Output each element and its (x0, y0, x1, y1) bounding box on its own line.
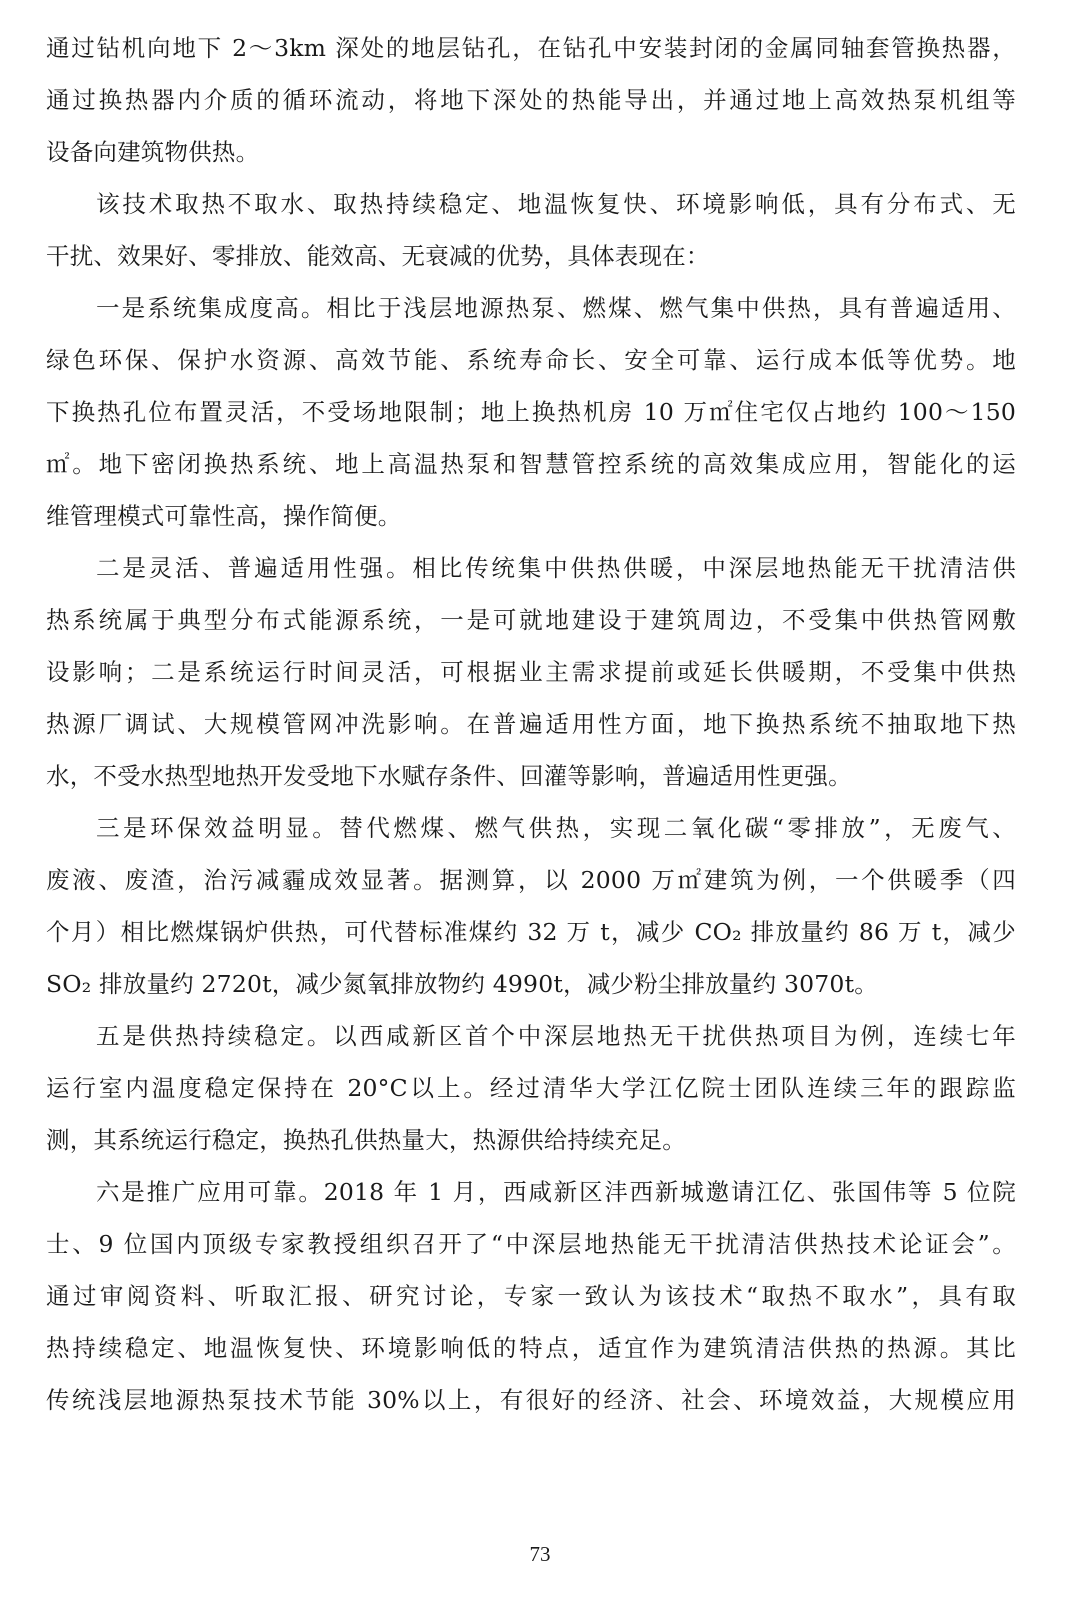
text-line: 运行室内温度稳定保持在 20°C以上。经过清华大学江亿院士团队连续三年的跟踪监 (46, 1074, 1016, 1102)
paragraph-first-line: 一是系统集成度高。相比于浅层地源热泵、燃煤、燃气集中供热，具有普遍适用、 (96, 294, 1016, 322)
text-line: 士、9 位国内顶级专家教授组织召开了“中深层地热能无干扰清洁供热技术论证会”。 (46, 1230, 1016, 1258)
text-line: 传统浅层地源热泵技术节能 30%以上，有很好的经济、社会、环境效益，大规模应用 (46, 1386, 1016, 1414)
text-line: 绿色环保、保护水资源、高效节能、系统寿命长、安全可靠、运行成本低等优势。地 (46, 346, 1016, 374)
text-line: 废液、废渣，治污减霾成效显著。据测算，以 2000 万㎡建筑为例，一个供暖季（四 (46, 866, 1016, 894)
text-line: SO₂ 排放量约 2720t，减少氮氧排放物约 4990t，减少粉尘排放量约 3070t。 (46, 970, 878, 998)
text-line: 通过审阅资料、听取汇报、研究讨论，专家一致认为该技术“取热不取水”，具有取 (46, 1282, 1016, 1310)
text-line: 维管理模式可靠性高，操作简便。 (46, 502, 402, 530)
text-line: ㎡。地下密闭换热系统、地上高温热泵和智慧管控系统的高效集成应用，智能化的运 (46, 450, 1016, 478)
paragraph-first-line: 五是供热持续稳定。以西咸新区首个中深层地热无干扰供热项目为例，连续七年 (96, 1022, 1016, 1050)
paragraph-first-line: 三是环保效益明显。替代燃煤、燃气供热，实现二氧化碳“零排放”，无废气、 (96, 814, 1016, 842)
text-line: 测，其系统运行稳定，换热孔供热量大，热源供给持续充足。 (46, 1126, 686, 1154)
text-line: 热持续稳定、地温恢复快、环境影响低的特点，适宜作为建筑清洁供热的热源。其比 (46, 1334, 1016, 1362)
text-line: 通过钻机向地下 2～3km 深处的地层钻孔，在钻孔中安装封闭的金属同轴套管换热器， (46, 34, 1016, 62)
paragraph-first-line: 该技术取热不取水、取热持续稳定、地温恢复快、环境影响低，具有分布式、无 (96, 190, 1016, 218)
text-line: 热源厂调试、大规模管网冲洗影响。在普遍适用性方面，地下换热系统不抽取地下热 (46, 710, 1016, 738)
text-line: 通过换热器内介质的循环流动，将地下深处的热能导出，并通过地上高效热泵机组等 (46, 86, 1016, 114)
text-line: 下换热孔位布置灵活，不受场地限制；地上换热机房 10 万㎡住宅仅占地约 100～150 (46, 398, 1016, 426)
text-line: 设影响；二是系统运行时间灵活，可根据业主需求提前或延长供暖期，不受集中供热 (46, 658, 1016, 686)
text-line: 水，不受水热型地热开发受地下水赋存条件、回灌等影响，普遍适用性更强。 (46, 762, 852, 790)
text-line: 设备向建筑物供热。 (46, 138, 260, 166)
text-line: 干扰、效果好、零排放、能效高、无衰减的优势，具体表现在： (46, 242, 710, 270)
paragraph-first-line: 二是灵活、普遍适用性强。相比传统集中供热供暖，中深层地热能无干扰清洁供 (96, 554, 1016, 582)
paragraph-first-line: 六是推广应用可靠。2018 年 1 月，西咸新区沣西新城邀请江亿、张国伟等 5 位院 (96, 1178, 1016, 1206)
text-line: 热系统属于典型分布式能源系统，一是可就地建设于建筑周边，不受集中供热管网敷 (46, 606, 1016, 634)
page-number: 73 (529, 1542, 551, 1566)
text-line: 个月）相比燃煤锅炉供热，可代替标准煤约 32 万 t，减少 CO₂ 排放量约 86 万 t，减少 (46, 918, 1016, 946)
